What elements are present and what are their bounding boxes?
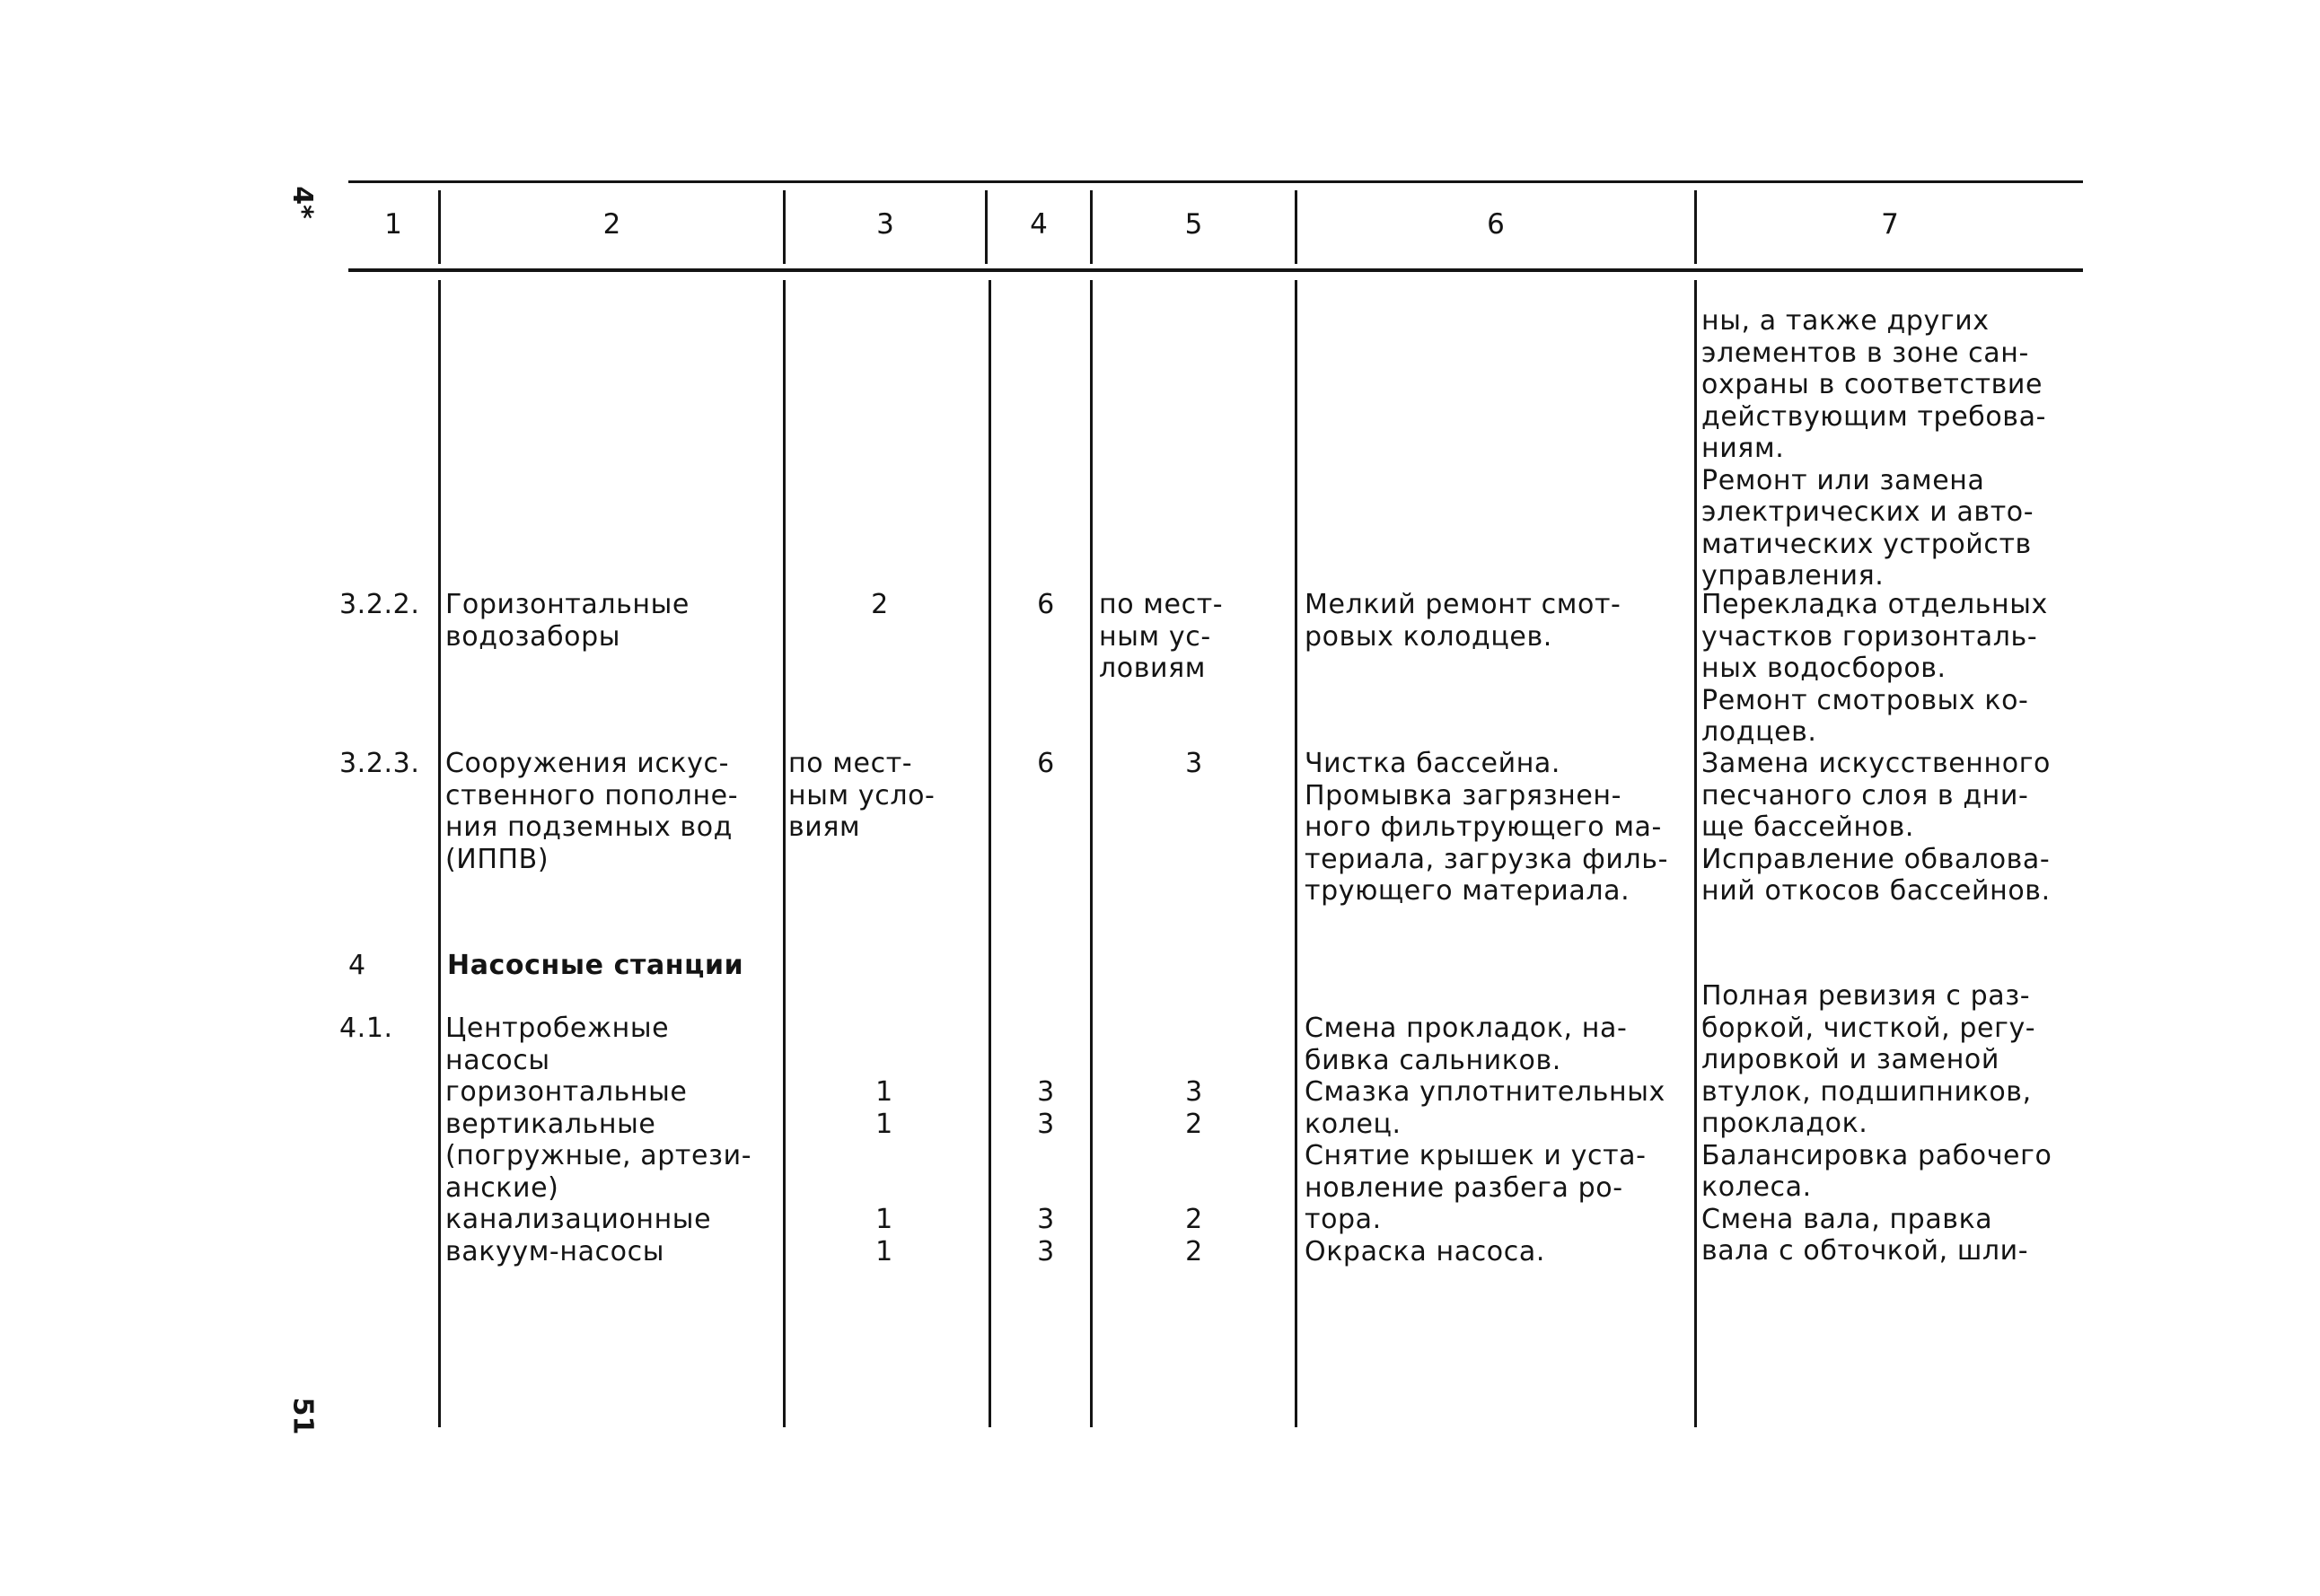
- row3-section-number: 4: [348, 950, 366, 981]
- row4-col5-values: 3 2 2 2: [1185, 1076, 1203, 1267]
- row4-col1-number: 4.1.: [339, 1013, 393, 1044]
- row2-col4-value: 6: [1037, 748, 1055, 779]
- header-col-2: 2: [602, 208, 621, 241]
- row2-col1-number: 3.2.3.: [339, 748, 420, 779]
- row1-col5-value: по мест- ным ус- ловиям: [1099, 589, 1224, 684]
- row4-col7-remarks: Полная ревизия с раз- боркой, чисткой, регу- лировкой и заменой втулок, подшипников, прокладок. Балансировка рабочего колеса. Смена вала, правка вала с обточкой, шли-: [1701, 980, 2052, 1267]
- row4-col3-values: 1 1 1 1: [875, 1076, 893, 1267]
- row4-col6-work: Смена прокладок, на- бивка сальников. Смазка уплотнительных колец. Снятие крышек и уста- новление разбега ро- тора. Окраска насоса.: [1305, 1013, 1665, 1267]
- row2-col5-value: 3: [1185, 748, 1203, 779]
- body-divider-2: [783, 280, 786, 1427]
- row2-col3-value: по мест- ным усло- виям: [788, 748, 936, 843]
- header-col-1: 1: [384, 208, 402, 241]
- header-col-4: 4: [1030, 208, 1048, 241]
- header-col-7: 7: [1881, 208, 1899, 241]
- margin-mark-top: 4*: [286, 186, 318, 219]
- body-divider-5: [1295, 280, 1297, 1427]
- row3-section-title: Насосные станции: [447, 950, 744, 981]
- row1-col2-name: Горизонтальные водозаборы: [445, 589, 690, 653]
- table-top-rule: [348, 180, 2083, 183]
- body-divider-1: [438, 280, 441, 1427]
- row0-col7-remarks: ны, а также других элементов в зоне сан- охраны в соответствие действующим требова- ниям. Ремонт или замена электрических и авто- матических устройств управления.: [1701, 305, 2046, 592]
- row2-col2-name: Сооружения искус- ственного пополне- ния подземных вод (ИППВ): [445, 748, 739, 875]
- margin-page-number: 51: [286, 1397, 319, 1435]
- body-divider-6: [1694, 280, 1697, 1427]
- row4-col4-values: 3 3 3 3: [1037, 1076, 1055, 1267]
- body-divider-4: [1090, 280, 1093, 1427]
- row1-col6-work: Мелкий ремонт смот- ровых колодцев.: [1305, 589, 1621, 653]
- row1-col1-number: 3.2.2.: [339, 589, 420, 620]
- row4-col2-name: Центробежные насосы горизонтальные вертикальные (погружные, артези- анские) канализационные вакуум-насосы: [445, 1013, 752, 1267]
- row2-col7-remarks: Замена искусственного песчаного слоя в дни- ще бассейнов. Исправление обвалова- ний откосов бассейнов.: [1701, 748, 2052, 907]
- table-header-rule: [348, 268, 2083, 272]
- header-col-6: 6: [1487, 208, 1505, 241]
- body-divider-3: [989, 280, 991, 1427]
- row1-col4-value: 6: [1037, 589, 1055, 620]
- header-col-3: 3: [876, 208, 894, 241]
- row1-col3-value: 2: [871, 589, 889, 620]
- row2-col6-work: Чистка бассейна. Промывка загрязнен- ного фильтрующего ма- териала, загрузка филь- трующего материала.: [1305, 748, 1669, 907]
- header-col-5: 5: [1184, 208, 1203, 241]
- row1-col7-remarks: Перекладка отдельных участков горизонталь- ных водосборов. Ремонт смотровых ко- лодцев.: [1701, 589, 2048, 748]
